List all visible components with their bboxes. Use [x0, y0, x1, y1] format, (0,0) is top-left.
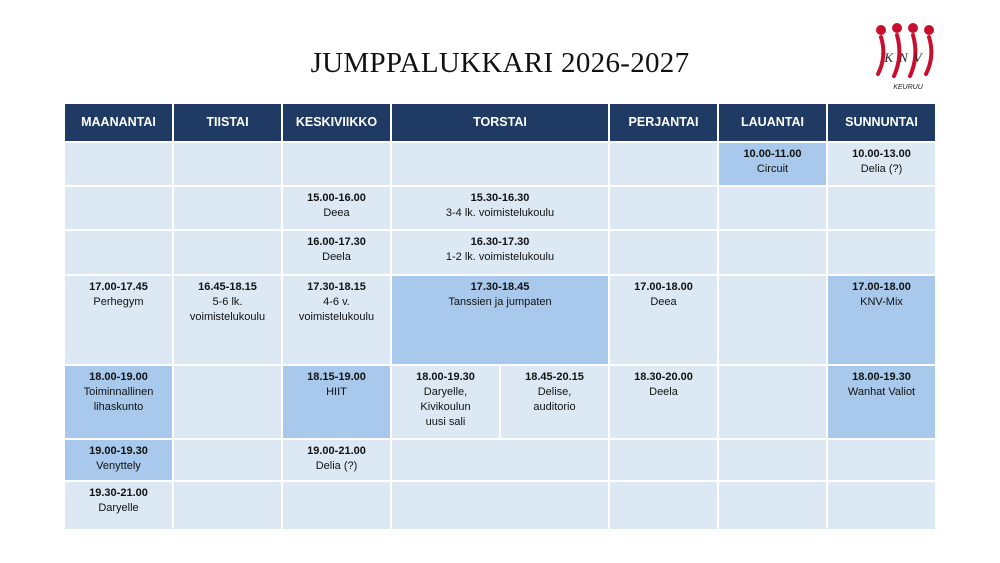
- header-sunday: SUNNUNTAI: [828, 104, 935, 141]
- session-name: Delia (?): [860, 163, 903, 175]
- session-time: 19.00-19.30: [89, 445, 148, 457]
- session-cell: [65, 440, 172, 480]
- session-name: voimistelukoulu: [298, 311, 375, 323]
- session-time: 19.30-21.00: [89, 487, 148, 499]
- session-cell: [828, 366, 935, 438]
- session-time: 18.15-19.00: [307, 371, 366, 383]
- empty-cell: [174, 187, 281, 229]
- session-cell: [65, 276, 172, 364]
- empty-cell: [610, 231, 717, 274]
- empty-cell: [283, 482, 390, 529]
- page-title: JUMPPALUKKARI 2026-2027: [310, 47, 690, 79]
- session-name: 4-6 v.: [323, 296, 350, 308]
- session-name: KNV-Mix: [860, 296, 903, 308]
- session-time: 18.45-20.15: [525, 371, 584, 383]
- session-name: Deela: [649, 386, 678, 398]
- session-cell: [283, 440, 390, 480]
- session-name: auditorio: [533, 401, 576, 413]
- svg-text:KEURUU: KEURUU: [893, 84, 923, 91]
- session-cell: [828, 276, 935, 364]
- empty-cell: [719, 482, 826, 529]
- session-name: Deea: [650, 296, 677, 308]
- session-name: Venyttely: [96, 460, 141, 472]
- header-friday: PERJANTAI: [610, 104, 717, 141]
- empty-cell: [828, 187, 935, 229]
- session-name: Deela: [322, 251, 351, 263]
- session-name: Daryelle,: [423, 386, 468, 398]
- session-cell: [719, 143, 826, 185]
- empty-cell: [174, 231, 281, 274]
- session-name: Daryelle: [98, 502, 139, 514]
- session-cell: [610, 366, 717, 438]
- svg-text:KNV: KNV: [884, 50, 928, 65]
- session-name: Deea: [323, 207, 350, 219]
- header-saturday: LAUANTAI: [719, 104, 826, 141]
- session-cell: [283, 366, 390, 438]
- session-cell: [828, 143, 935, 185]
- session-time: 18.00-19.30: [852, 371, 911, 383]
- empty-cell: [392, 440, 608, 480]
- session-cell: [392, 276, 608, 364]
- header-monday: MAANANTAI: [65, 104, 172, 141]
- session-time: 17.00-18.00: [634, 281, 693, 293]
- session-time: 18.00-19.00: [89, 371, 148, 383]
- empty-cell: [610, 143, 717, 185]
- empty-cell: [828, 440, 935, 480]
- empty-cell: [65, 187, 172, 229]
- session-name: uusi sali: [425, 416, 466, 428]
- session-cell: [65, 366, 172, 438]
- empty-cell: [174, 143, 281, 185]
- empty-cell: [610, 482, 717, 529]
- session-name: Delise,: [537, 386, 572, 398]
- session-name: Wanhat Valiot: [847, 386, 916, 398]
- empty-cell: [610, 187, 717, 229]
- session-time: 10.00-11.00: [743, 148, 802, 160]
- session-cell: [392, 187, 608, 229]
- session-time: 16.30-17.30: [470, 236, 530, 248]
- empty-cell: [283, 143, 390, 185]
- session-time: 10.00-13.00: [852, 148, 911, 160]
- header-wednesday: KESKIVIIKKO: [283, 104, 390, 141]
- session-time: 18.30-20.00: [634, 371, 693, 383]
- schedule-table: [65, 104, 935, 518]
- header-thursday: TORSTAI: [392, 104, 608, 141]
- session-cell: [610, 276, 717, 364]
- empty-cell: [719, 440, 826, 480]
- session-name: 3-4 lk. voimistelukoulu: [445, 207, 555, 219]
- session-cell: [283, 276, 390, 364]
- session-time: 16.45-18.15: [198, 281, 257, 293]
- empty-cell: [610, 440, 717, 480]
- empty-cell: [174, 366, 281, 438]
- session-time: 18.00-19.30: [416, 371, 475, 383]
- session-time: 15.30-16.30: [470, 192, 530, 204]
- session-cell: [174, 276, 281, 364]
- empty-cell: [392, 482, 608, 529]
- session-time: 16.00-17.30: [307, 236, 366, 248]
- session-time: 19.00-21.00: [307, 445, 366, 457]
- session-name: Tanssien ja jumpaten: [448, 296, 552, 308]
- session-cell: [392, 366, 499, 438]
- session-name: 5-6 lk.: [212, 296, 243, 308]
- session-name: 1-2 lk. voimistelukoulu: [445, 251, 555, 263]
- session-cell: [283, 187, 390, 229]
- empty-cell: [65, 231, 172, 274]
- empty-cell: [65, 143, 172, 185]
- session-name: lihaskunto: [93, 401, 144, 413]
- session-time: 17.30-18.15: [307, 281, 366, 293]
- session-time: 15.00-16.00: [307, 192, 366, 204]
- empty-cell: [174, 482, 281, 529]
- empty-cell: [828, 482, 935, 529]
- session-name: Delia (?): [315, 460, 358, 472]
- session-name: Circuit: [756, 163, 789, 175]
- session-time: 17.00-17.45: [89, 281, 148, 293]
- session-name: HIIT: [326, 386, 347, 398]
- session-cell: [65, 482, 172, 529]
- empty-cell: [719, 366, 826, 438]
- empty-cell: [828, 231, 935, 274]
- session-cell: [501, 366, 608, 438]
- header-tuesday: TIISTAI: [174, 104, 281, 141]
- empty-cell: [719, 187, 826, 229]
- empty-cell: [719, 231, 826, 274]
- session-time: 17.30-18.45: [470, 281, 530, 293]
- session-cell: [283, 231, 390, 274]
- session-name: Perhegym: [93, 296, 144, 308]
- club-logo-icon: [872, 18, 940, 92]
- session-time: 17.00-18.00: [852, 281, 911, 293]
- empty-cell: [174, 440, 281, 480]
- session-name: Toiminnallinen: [83, 386, 154, 398]
- empty-cell: [392, 143, 608, 185]
- session-name: voimistelukoulu: [189, 311, 266, 323]
- session-name: Kivikoulun: [420, 401, 471, 413]
- empty-cell: [719, 276, 826, 364]
- session-cell: [392, 231, 608, 274]
